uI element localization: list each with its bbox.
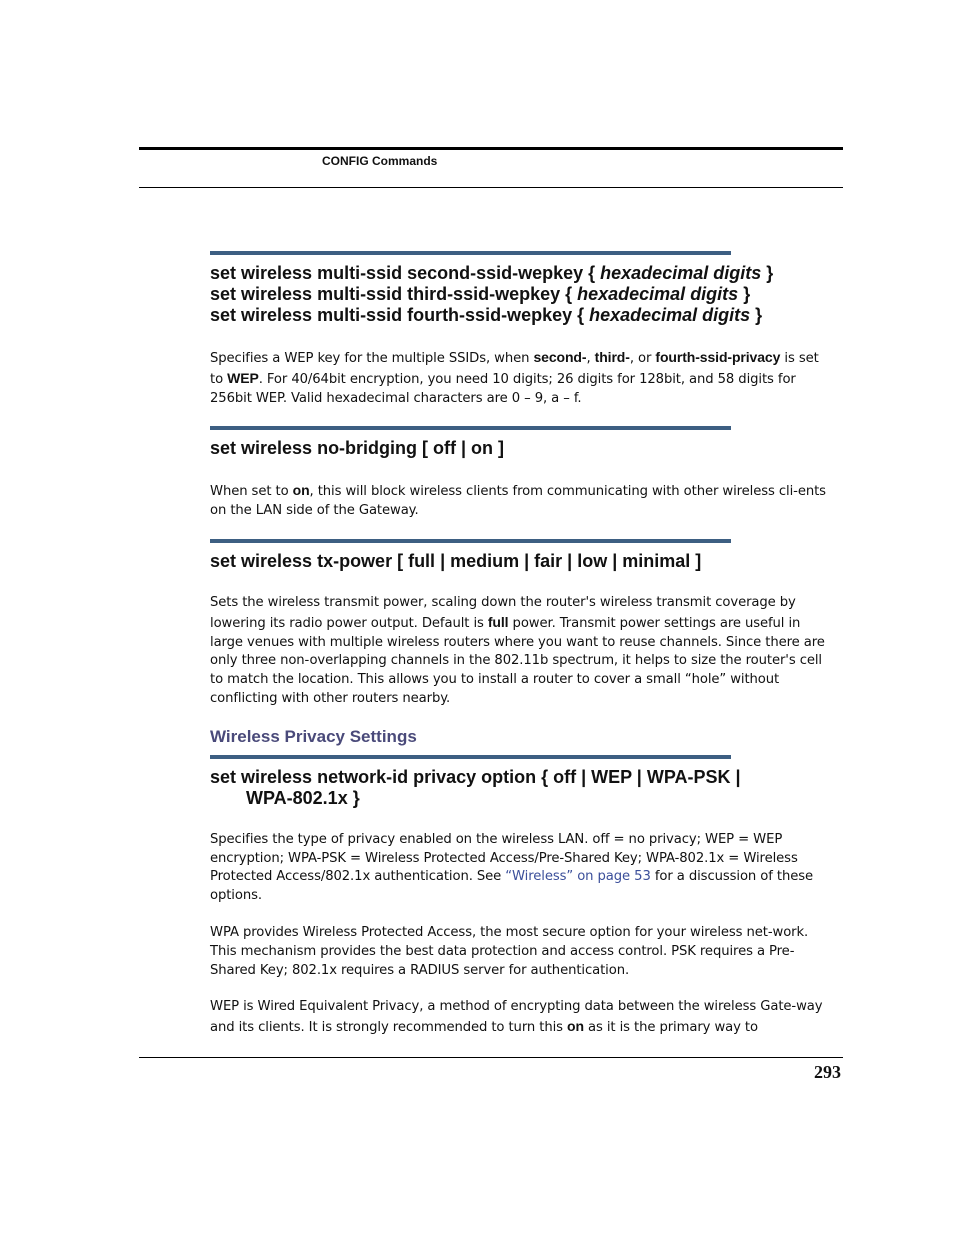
command-line: set wireless multi-ssid second-ssid-wepkey { hexadecimal digits } [210,263,774,283]
header-bottom-rule [139,187,843,188]
command-heading-no-bridging: set wireless no-bridging [ off | on ] [210,438,505,459]
paragraph: Specifies a WEP key for the multiple SSIDs, when second-, third-, or fourth-ssid-privacy is set to WEP. For 40/64bit encryption, you need 10 digits; 26 digits for 128bit, and 58 digits for 256bit WEP. Valid hexadecimal characters are 0 – 9, a – f. [210,349,819,406]
paragraph: WEP is Wired Equivalent Privacy, a method of encrypting data between the wireless Gate-way and its clients. It is strongly recommended to turn this on as it is the primary way to [210,999,823,1036]
command-rule [210,539,731,543]
paragraph: Specifies the type of privacy enabled on the wireless LAN. off = no privacy; WEP = WEP encryption; WPA-PSK = Wireless Protected Access/Pre-Shared Key; WPA-802.1x = Wireless Protected Access/802.1x authentication. See “Wireless” on page 53 for a discussion of these options. [210,831,814,904]
running-header: CONFIG Commands [322,154,438,168]
command-line: WPA-802.1x } [246,787,360,808]
command-rule [210,426,731,430]
command-line: set wireless network-id privacy option { off | WEP | WPA-PSK | [210,766,741,787]
command-rule [210,251,731,255]
page-content [210,251,830,1056]
paragraph: When set to on, this will block wireless clients from communicating with other wireless cli-ents on the LAN side of the Gateway. [210,482,826,519]
page-number: 293 [814,1062,841,1082]
command-rule [210,755,731,759]
command-heading-wepkey [210,263,830,326]
footer-rule [139,1057,843,1058]
command-line: set wireless multi-ssid fourth-ssid-wepkey { hexadecimal digits } [210,305,763,325]
command-heading-tx-power: set wireless tx-power [ full | medium | fair | low | minimal ] [210,550,702,571]
header-top-rule [139,147,843,150]
cross-reference-link[interactable]: “Wireless” on page 53 [505,869,651,885]
paragraph: Sets the wireless transmit power, scaling down the router's wireless transmit coverage by lowering its radio power output. Default is full power. Transmit power settings are useful in large venues with multiple wireless routers where you want to reuse channels. Since there are only three non-overlapping channels in the 802.11b spectrum, it helps to size the router's cell to match the location. This allows you to install a router to cover a small “hole” without conflicting with other routers nearby. [210,594,825,706]
paragraph: WPA provides Wireless Protected Access, the most secure option for your wireless net-work. This mechanism provides the best data protection and access control. PSK requires a Pre-Shared Key; 802.1x requires a RADIUS server for authentication. [210,924,809,978]
command-line: set wireless multi-ssid third-ssid-wepkey { hexadecimal digits } [210,284,751,304]
subheading-wireless-privacy: Wireless Privacy Settings [210,726,417,746]
command-heading-privacy [210,767,830,809]
